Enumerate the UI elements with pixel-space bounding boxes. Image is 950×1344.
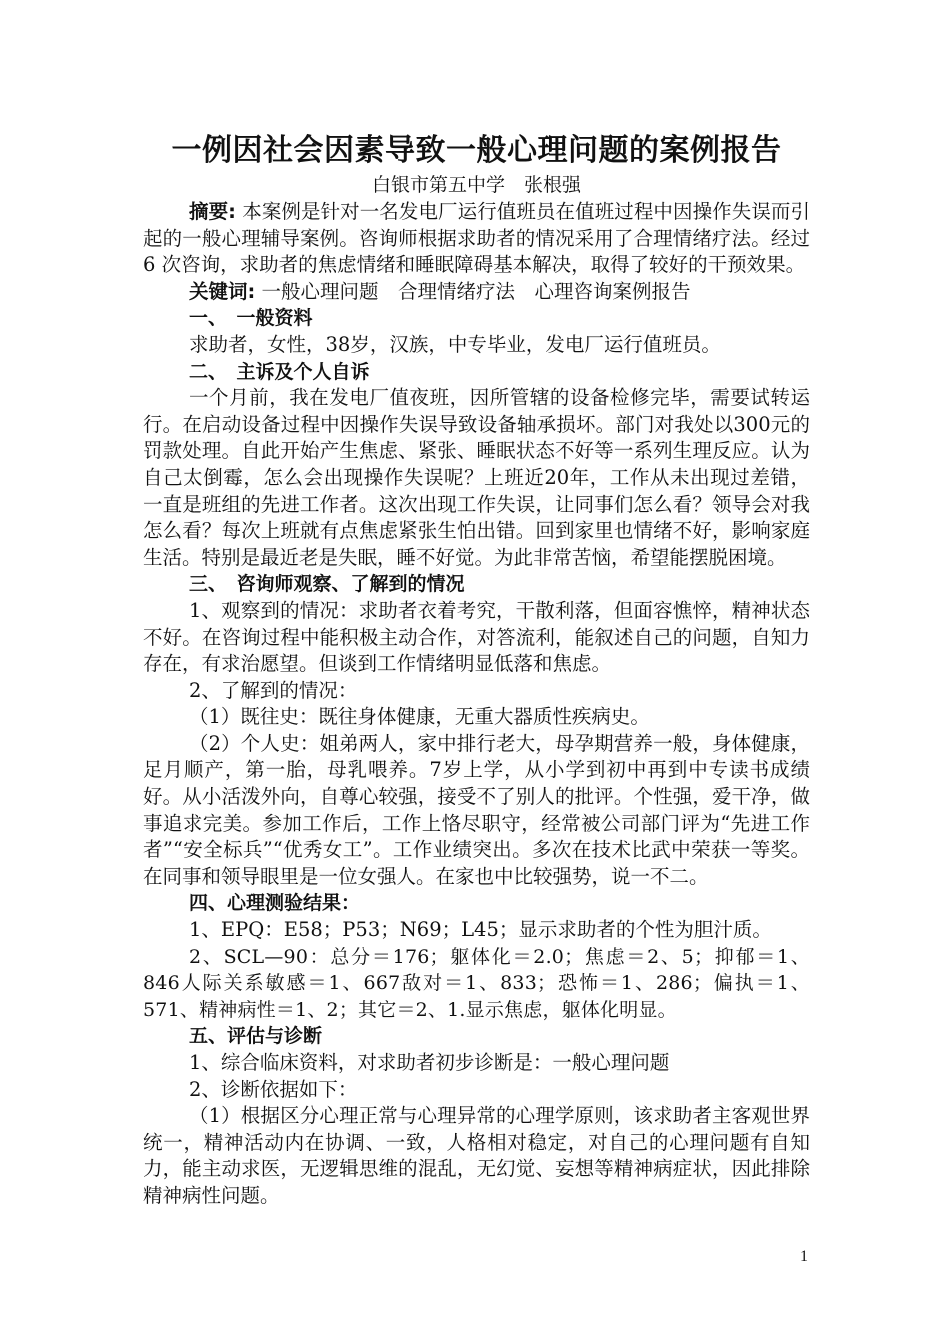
paragraph: 1、EPQ：E58；P53；N69；L45；显示求助者的个性为胆汁质。 [189, 918, 772, 942]
section-heading: 一、 一般资料 [189, 307, 313, 330]
section-heading: 四、心理测验结果： [189, 892, 361, 915]
document-title: 一例因社会因素导致一般心理问题的案例报告 [171, 133, 782, 168]
section-heading: 三、 咨询师观察、了解到的情况 [189, 573, 465, 596]
abstract-label: 摘要: [189, 200, 236, 223]
keywords-label: 关键词: [189, 279, 256, 303]
paragraph: 1、观察到的情况：求助者衣着考究，干散利落，但面容憔悴，精神状态不好。在咨询过程中能积极主动合作，对答流利，能叙述自己的问题，自知力存在，有求治愿望。但谈到工作情绪明显低落和焦虑。 [143, 598, 810, 676]
abstract-paragraph [143, 199, 810, 279]
paragraph: （2）个人史：姐弟两人，家中排行老大，母孕期营养一般，身体健康，足月顺产，第一胎，母乳喂养。7岁上学，从小学到初中再到中专读书成绩好。从小活泼外向，自尊心较强，接受不了别人的批评。个性强，爱干净，做事追求完美。参加工作后，工作上恪尽职守，经常被公司部门评为“先进工作者”“安全标兵”“优秀女工”。工作业绩突出。多次在技术比武中荣获一等奖。在同事和领导眼里是一位女强人。在家也中比较强势，说一不二。 [143, 731, 810, 888]
abstract-text: 本案例是针对一名发电厂运行值班员在值班过程中因操作失误而引起的一般心理辅导案例。咨询师根据求助者的情况采用了合理情绪疗法。经过6 次咨询，求助者的焦虑情绪和睡眠障碍基本解决，取得了较好的干预效果。 [143, 200, 810, 277]
section-heading: 二、 主诉及个人自诉 [189, 360, 370, 383]
author-line: 白银市第五中学 张根强 [371, 174, 581, 196]
paragraph: 1、综合临床资料，对求助者初步诊断是：一般心理问题 [189, 1051, 670, 1074]
keywords-text: 一般心理问题 合理情绪疗法 心理咨询案例报告 [255, 279, 691, 303]
paragraph: 2、了解到的情况： [189, 678, 358, 702]
paragraph: 求助者，女性，38岁，汉族，中专毕业，发电厂运行值班员。 [189, 332, 721, 356]
keywords-paragraph [143, 279, 810, 306]
section-heading: 五、评估与诊断 [189, 1025, 323, 1048]
page-number: 1 [800, 1248, 808, 1265]
paragraph: 2、诊断依据如下： [189, 1077, 358, 1101]
paragraph: 2、SCL—90：总分＝176；躯体化＝2.0；焦虑＝2、5；抑郁＝1、846人际关系敏感＝1、667敌对＝1、833；恐怖＝1、286；偏执＝1、571、精神病性＝1、2；其它＝2、1.显示焦虑，躯体化明显。 [143, 945, 810, 1021]
document-body [143, 131, 810, 1210]
paragraph: 一个月前，我在发电厂值夜班，因所管辖的设备检修完毕，需要试转运行。在启动设备过程中因操作失误导致设备轴承损坏。部门对我处以300元的罚款处理。自此开始产生焦虑、紧张、睡眠状态不好等一系列生理反应。认为自己太倒霉，怎么会出现操作失误呢？上班近20年，工作从未出现过差错，一直是班组的先进工作者。这次出现工作失误，让同事们怎么看？领导会对我怎么看？每次上班就有点焦虑紧张生怕出错。回到家里也情绪不好，影响家庭生活。特别是最近老是失眠，睡不好觉。为此非常苦恼，希望能摆脱困境。 [143, 386, 810, 569]
paragraph: （1）根据区分心理正常与心理异常的心理学原则，该求助者主客观世界统一，精神活动内在协调、一致，人格相对稳定，对自己的心理问题有自知力，能主动求医，无逻辑思维的混乱，无幻觉、妄想等精神病症状，因此排除精神病性问题。 [143, 1104, 810, 1207]
paragraph: （1）既往史：既往身体健康，无重大器质性疾病史。 [189, 705, 650, 729]
